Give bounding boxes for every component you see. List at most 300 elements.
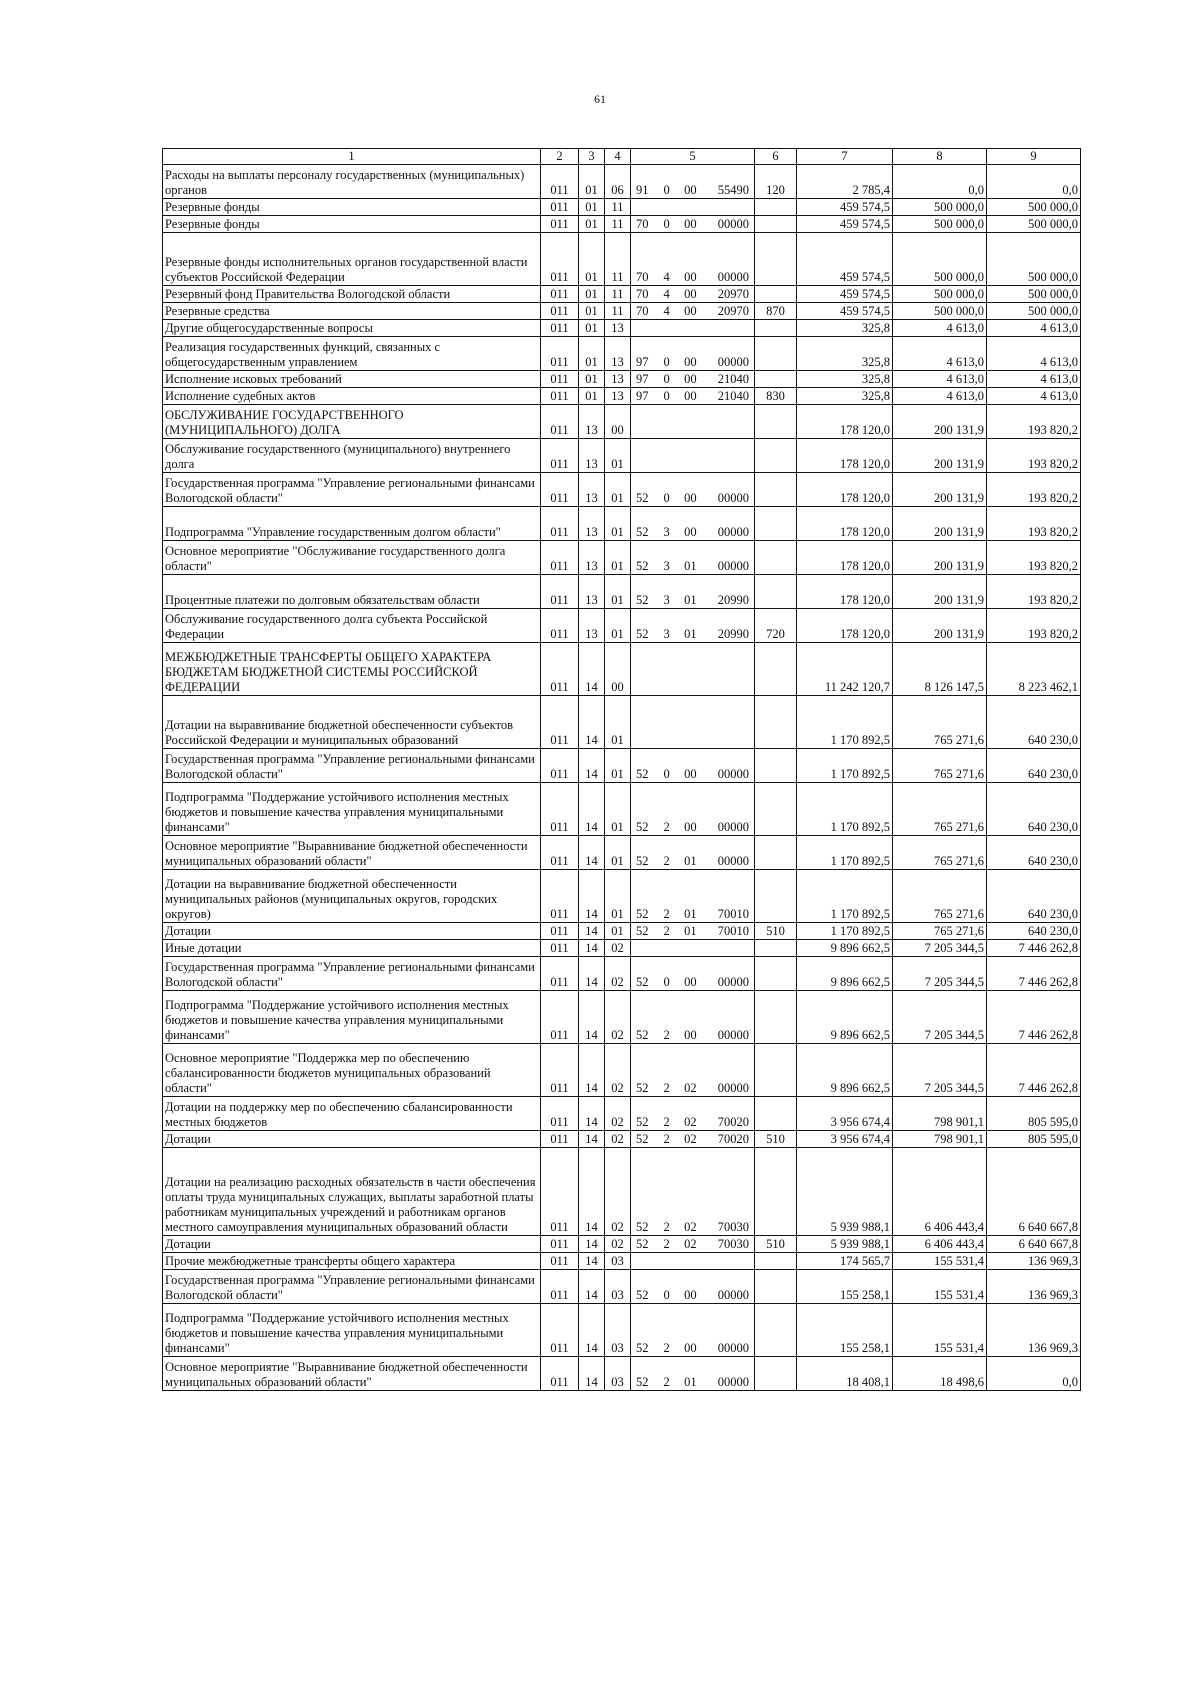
target-article-part: 52: [636, 627, 649, 641]
target-article-part: 00: [684, 183, 697, 197]
row-amount-col8: 765 271,6: [893, 696, 987, 749]
row-section-code: 13: [579, 507, 605, 541]
row-amount-col7: 5 939 988,1: [797, 1148, 893, 1236]
row-ministry-code: 011: [541, 541, 579, 575]
row-amount-col9: 6 640 667,8: [987, 1148, 1081, 1236]
table-row: [163, 320, 1081, 337]
row-subsection-code: 11: [605, 216, 631, 233]
row-amount-col9: 6 640 667,8: [987, 1236, 1081, 1253]
target-article-part: 00: [684, 372, 697, 386]
target-article-part: 00: [684, 1288, 697, 1302]
row-target-article: [631, 388, 755, 405]
row-amount-col8: 798 901,1: [893, 1131, 987, 1148]
row-section-code: 14: [579, 1097, 605, 1131]
row-amount-col9: 500 000,0: [987, 199, 1081, 216]
row-expense-type: [755, 320, 797, 337]
budget-table-body: [163, 149, 1081, 1391]
target-article-part: 52: [636, 1288, 649, 1302]
row-target-article: [631, 643, 755, 696]
row-expense-type: [755, 233, 797, 286]
row-subsection-code: 03: [605, 1357, 631, 1391]
row-amount-col8: 500 000,0: [893, 286, 987, 303]
row-section-code: 14: [579, 643, 605, 696]
row-ministry-code: 011: [541, 1270, 579, 1304]
row-amount-col8: 765 271,6: [893, 836, 987, 870]
row-section-code: 13: [579, 405, 605, 439]
target-article-part: 52: [636, 1375, 649, 1389]
row-subsection-code: 02: [605, 991, 631, 1044]
row-amount-col9: 0,0: [987, 165, 1081, 199]
row-expense-type: [755, 1253, 797, 1270]
table-row: [163, 199, 1081, 216]
target-article-part: 52: [636, 593, 649, 607]
row-expense-type: [755, 1304, 797, 1357]
row-section-code: 13: [579, 609, 605, 643]
target-article-part: 00: [684, 767, 697, 781]
target-article-part: 52: [636, 525, 649, 539]
row-amount-col9: 805 595,0: [987, 1097, 1081, 1131]
row-name: Дотации: [163, 923, 541, 940]
row-target-article: [631, 749, 755, 783]
target-article-parts: [633, 854, 752, 869]
row-amount-col7: 178 120,0: [797, 507, 893, 541]
target-article-part: 00000: [717, 525, 749, 539]
table-row: [163, 1097, 1081, 1131]
row-expense-type: [755, 836, 797, 870]
row-name: Резервные средства: [163, 303, 541, 320]
target-article-parts: [633, 975, 752, 990]
target-article-part: 2: [663, 1220, 670, 1234]
target-article-part: 02: [684, 1081, 697, 1095]
row-name: Подпрограмма "Поддержание устойчивого исполнения местных бюджетов и повышение качества управления муниципальными финансами": [163, 783, 541, 836]
row-name: Иные дотации: [163, 940, 541, 957]
target-article-part: 20990: [717, 627, 749, 641]
row-amount-col7: 1 170 892,5: [797, 696, 893, 749]
target-article-part: 2: [663, 1081, 670, 1095]
row-target-article: [631, 783, 755, 836]
row-amount-col8: 7 205 344,5: [893, 940, 987, 957]
row-ministry-code: 011: [541, 216, 579, 233]
row-amount-col8: 200 131,9: [893, 507, 987, 541]
header-cell: 5: [631, 149, 755, 165]
target-article-parts: [633, 217, 752, 232]
row-expense-type: [755, 216, 797, 233]
header-cell: 7: [797, 149, 893, 165]
row-ministry-code: 011: [541, 439, 579, 473]
row-amount-col8: 155 531,4: [893, 1253, 987, 1270]
row-subsection-code: 02: [605, 1236, 631, 1253]
row-target-article: [631, 1357, 755, 1391]
target-article-part: 21040: [717, 389, 749, 403]
row-name: Дотации на реализацию расходных обязательств в части обеспечения оплаты труда муниципальных служащих, выплаты заработной платы работникам муниципальных учреждений и работникам органов местного самоуправления муниципальных образований области: [163, 1148, 541, 1236]
target-article-parts: [633, 1220, 752, 1235]
target-article-part: 2: [663, 924, 670, 938]
target-article-part: 70: [636, 270, 649, 284]
row-amount-col8: 765 271,6: [893, 923, 987, 940]
row-section-code: 14: [579, 836, 605, 870]
row-amount-col8: 200 131,9: [893, 575, 987, 609]
row-section-code: 14: [579, 1044, 605, 1097]
row-amount-col8: 798 901,1: [893, 1097, 987, 1131]
row-section-code: 01: [579, 320, 605, 337]
row-expense-type: [755, 405, 797, 439]
row-target-article: [631, 405, 755, 439]
row-expense-type: [755, 991, 797, 1044]
row-target-article: [631, 233, 755, 286]
target-article-part: 02: [684, 1115, 697, 1129]
table-row: [163, 940, 1081, 957]
row-name: Государственная программа "Управление региональными финансами Вологодской области": [163, 957, 541, 991]
row-amount-col7: 3 956 674,4: [797, 1131, 893, 1148]
row-target-article: [631, 836, 755, 870]
header-cell: 9: [987, 149, 1081, 165]
row-subsection-code: 03: [605, 1253, 631, 1270]
row-section-code: 14: [579, 1131, 605, 1148]
row-name: Подпрограмма "Поддержание устойчивого исполнения местных бюджетов и повышение качества управления муниципальными финансами": [163, 991, 541, 1044]
row-expense-type: [755, 473, 797, 507]
target-article-parts: [633, 304, 752, 319]
row-expense-type: [755, 643, 797, 696]
row-name: Резервный фонд Правительства Вологодской области: [163, 286, 541, 303]
row-section-code: 14: [579, 940, 605, 957]
row-amount-col7: 325,8: [797, 337, 893, 371]
row-amount-col7: 178 120,0: [797, 541, 893, 575]
table-row: [163, 991, 1081, 1044]
row-ministry-code: 011: [541, 507, 579, 541]
table-row: [163, 286, 1081, 303]
row-amount-col9: 193 820,2: [987, 609, 1081, 643]
target-article-parts: [633, 593, 752, 608]
row-amount-col9: 500 000,0: [987, 233, 1081, 286]
row-section-code: 14: [579, 1148, 605, 1236]
target-article-part: 00: [684, 491, 697, 505]
row-target-article: [631, 507, 755, 541]
row-section-code: 01: [579, 199, 605, 216]
row-section-code: 13: [579, 439, 605, 473]
row-expense-type: 870: [755, 303, 797, 320]
row-expense-type: [755, 870, 797, 923]
target-article-part: 00000: [717, 1028, 749, 1042]
row-name: Основное мероприятие "Обслуживание государственного долга области": [163, 541, 541, 575]
row-ministry-code: 011: [541, 1044, 579, 1097]
row-amount-col7: 2 785,4: [797, 165, 893, 199]
row-ministry-code: 011: [541, 233, 579, 286]
row-name: Дотации: [163, 1131, 541, 1148]
table-row: [163, 1253, 1081, 1270]
target-article-parts: [633, 491, 752, 506]
row-ministry-code: 011: [541, 1253, 579, 1270]
row-amount-col9: 8 223 462,1: [987, 643, 1081, 696]
target-article-part: 52: [636, 820, 649, 834]
table-row: [163, 923, 1081, 940]
row-amount-col8: 4 613,0: [893, 320, 987, 337]
target-article-parts: [633, 627, 752, 642]
row-amount-col8: 200 131,9: [893, 473, 987, 507]
table-row: [163, 388, 1081, 405]
row-amount-col9: 805 595,0: [987, 1131, 1081, 1148]
target-article-part: 2: [663, 820, 670, 834]
row-amount-col8: 200 131,9: [893, 609, 987, 643]
row-subsection-code: 01: [605, 439, 631, 473]
row-name: Расходы на выплаты персоналу государственных (муниципальных) органов: [163, 165, 541, 199]
target-article-part: 3: [663, 559, 670, 573]
target-article-parts: [633, 525, 752, 540]
row-name: Процентные платежи по долговым обязательствам области: [163, 575, 541, 609]
row-ministry-code: 011: [541, 1148, 579, 1236]
row-amount-col9: 4 613,0: [987, 371, 1081, 388]
target-article-part: 2: [663, 1341, 670, 1355]
row-expense-type: [755, 1044, 797, 1097]
target-article-part: 2: [663, 1132, 670, 1146]
row-amount-col7: 178 120,0: [797, 405, 893, 439]
target-article-part: 97: [636, 389, 649, 403]
row-amount-col8: 765 271,6: [893, 783, 987, 836]
row-name: Дотации на выравнивание бюджетной обеспеченности муниципальных районов (муниципальных округов, городских округов): [163, 870, 541, 923]
row-amount-col9: 193 820,2: [987, 507, 1081, 541]
row-subsection-code: 11: [605, 233, 631, 286]
row-name: Прочие межбюджетные трансферты общего характера: [163, 1253, 541, 1270]
row-target-article: [631, 439, 755, 473]
target-article-part: 2: [663, 1375, 670, 1389]
row-ministry-code: 011: [541, 1236, 579, 1253]
row-amount-col8: 200 131,9: [893, 541, 987, 575]
row-amount-col9: 136 969,3: [987, 1253, 1081, 1270]
target-article-part: 20990: [717, 593, 749, 607]
row-section-code: 01: [579, 216, 605, 233]
row-subsection-code: 02: [605, 1148, 631, 1236]
table-row: [163, 233, 1081, 286]
row-expense-type: [755, 371, 797, 388]
row-subsection-code: 00: [605, 405, 631, 439]
row-name: Подпрограмма "Поддержание устойчивого исполнения местных бюджетов и повышение качества управления муниципальными финансами": [163, 1304, 541, 1357]
target-article-part: 20970: [717, 304, 749, 318]
row-section-code: 01: [579, 286, 605, 303]
row-target-article: [631, 1044, 755, 1097]
table-row: [163, 1131, 1081, 1148]
target-article-part: 4: [663, 304, 670, 318]
row-subsection-code: 02: [605, 940, 631, 957]
table-row: [163, 870, 1081, 923]
row-subsection-code: 13: [605, 388, 631, 405]
row-amount-col9: 7 446 262,8: [987, 1044, 1081, 1097]
row-name: Дотации на поддержку мер по обеспечению сбалансированности местных бюджетов: [163, 1097, 541, 1131]
row-section-code: 14: [579, 1270, 605, 1304]
row-amount-col9: 640 230,0: [987, 870, 1081, 923]
row-amount-col8: 7 205 344,5: [893, 1044, 987, 1097]
row-subsection-code: 01: [605, 507, 631, 541]
target-article-part: 2: [663, 907, 670, 921]
target-article-part: 00000: [717, 767, 749, 781]
page-number: 61: [594, 92, 606, 106]
row-expense-type: [755, 337, 797, 371]
row-expense-type: [755, 783, 797, 836]
row-amount-col7: 155 258,1: [797, 1304, 893, 1357]
row-name: Основное мероприятие "Выравнивание бюджетной обеспеченности муниципальных образований области": [163, 836, 541, 870]
row-amount-col8: 4 613,0: [893, 337, 987, 371]
target-article-part: 01: [684, 854, 697, 868]
table-row: [163, 836, 1081, 870]
target-article-parts: [633, 287, 752, 302]
target-article-part: 52: [636, 491, 649, 505]
row-subsection-code: 01: [605, 870, 631, 923]
row-target-article: [631, 870, 755, 923]
row-ministry-code: 011: [541, 575, 579, 609]
target-article-part: 70: [636, 287, 649, 301]
target-article-part: 02: [684, 1237, 697, 1251]
row-expense-type: [755, 439, 797, 473]
target-article-part: 21040: [717, 372, 749, 386]
target-article-part: 00000: [717, 491, 749, 505]
target-article-part: 0: [663, 1288, 670, 1302]
header-cell: 6: [755, 149, 797, 165]
table-row: [163, 643, 1081, 696]
target-article-part: 00000: [717, 217, 749, 231]
row-ministry-code: 011: [541, 991, 579, 1044]
row-amount-col9: 4 613,0: [987, 337, 1081, 371]
table-row: [163, 696, 1081, 749]
target-article-part: 52: [636, 975, 649, 989]
row-name: Государственная программа "Управление региональными финансами Вологодской области": [163, 1270, 541, 1304]
row-name: Резервные фонды: [163, 199, 541, 216]
row-amount-col7: 178 120,0: [797, 473, 893, 507]
target-article-parts: [633, 372, 752, 387]
row-ministry-code: 011: [541, 696, 579, 749]
row-ministry-code: 011: [541, 870, 579, 923]
row-expense-type: [755, 957, 797, 991]
row-name: Другие общегосударственные вопросы: [163, 320, 541, 337]
row-amount-col7: 178 120,0: [797, 575, 893, 609]
target-article-parts: [633, 355, 752, 370]
row-amount-col8: 155 531,4: [893, 1304, 987, 1357]
target-article-part: 52: [636, 1341, 649, 1355]
row-name: Резервные фонды исполнительных органов государственной власти субъектов Российской Федерации: [163, 233, 541, 286]
row-ministry-code: 011: [541, 1131, 579, 1148]
row-subsection-code: 01: [605, 696, 631, 749]
row-name: Государственная программа "Управление региональными финансами Вологодской области": [163, 749, 541, 783]
row-ministry-code: 011: [541, 405, 579, 439]
target-article-part: 00: [684, 1028, 697, 1042]
target-article-part: 00000: [717, 1288, 749, 1302]
row-subsection-code: 01: [605, 836, 631, 870]
row-ministry-code: 011: [541, 957, 579, 991]
target-article-part: 3: [663, 593, 670, 607]
row-section-code: 14: [579, 923, 605, 940]
target-article-part: 55490: [717, 183, 749, 197]
target-article-part: 00: [684, 355, 697, 369]
target-article-parts: [633, 1237, 752, 1252]
target-article-part: 20970: [717, 287, 749, 301]
row-expense-type: [755, 940, 797, 957]
row-amount-col9: 4 613,0: [987, 388, 1081, 405]
row-ministry-code: 011: [541, 923, 579, 940]
row-amount-col8: 500 000,0: [893, 199, 987, 216]
row-subsection-code: 13: [605, 337, 631, 371]
row-amount-col8: 18 498,6: [893, 1357, 987, 1391]
target-article-part: 00: [684, 304, 697, 318]
row-target-article: [631, 1304, 755, 1357]
row-amount-col8: 8 126 147,5: [893, 643, 987, 696]
row-section-code: 14: [579, 1236, 605, 1253]
target-article-part: 0: [663, 355, 670, 369]
row-name: Обслуживание государственного (муниципального) внутреннего долга: [163, 439, 541, 473]
table-row: [163, 609, 1081, 643]
row-expense-type: 720: [755, 609, 797, 643]
row-amount-col7: 1 170 892,5: [797, 749, 893, 783]
row-ministry-code: 011: [541, 749, 579, 783]
row-ministry-code: 011: [541, 609, 579, 643]
row-section-code: 01: [579, 165, 605, 199]
row-expense-type: [755, 1097, 797, 1131]
row-amount-col9: 136 969,3: [987, 1270, 1081, 1304]
target-article-parts: [633, 820, 752, 835]
row-name: Основное мероприятие "Выравнивание бюджетной обеспеченности муниципальных образований области": [163, 1357, 541, 1391]
table-row: [163, 165, 1081, 199]
target-article-part: 01: [684, 627, 697, 641]
target-article-part: 70020: [717, 1132, 749, 1146]
target-article-part: 70010: [717, 924, 749, 938]
row-subsection-code: 06: [605, 165, 631, 199]
target-article-part: 52: [636, 1220, 649, 1234]
target-article-part: 3: [663, 627, 670, 641]
target-article-part: 0: [663, 767, 670, 781]
target-article-part: 4: [663, 287, 670, 301]
row-target-article: [631, 286, 755, 303]
row-amount-col7: 1 170 892,5: [797, 836, 893, 870]
table-row: [163, 507, 1081, 541]
target-article-part: 0: [663, 217, 670, 231]
target-article-part: 00: [684, 217, 697, 231]
target-article-parts: [633, 1132, 752, 1147]
header-cell: 8: [893, 149, 987, 165]
target-article-part: 70030: [717, 1220, 749, 1234]
row-amount-col9: 136 969,3: [987, 1304, 1081, 1357]
target-article-parts: [633, 924, 752, 939]
table-row: [163, 1044, 1081, 1097]
row-amount-col9: 640 230,0: [987, 696, 1081, 749]
target-article-part: 01: [684, 1375, 697, 1389]
row-section-code: 01: [579, 388, 605, 405]
row-amount-col8: 200 131,9: [893, 405, 987, 439]
row-ministry-code: 011: [541, 1357, 579, 1391]
row-amount-col9: 7 446 262,8: [987, 991, 1081, 1044]
row-target-article: [631, 1131, 755, 1148]
target-article-part: 52: [636, 1028, 649, 1042]
row-amount-col9: 4 613,0: [987, 320, 1081, 337]
row-expense-type: [755, 286, 797, 303]
row-subsection-code: 02: [605, 1131, 631, 1148]
row-amount-col8: 7 205 344,5: [893, 957, 987, 991]
table-row: [163, 371, 1081, 388]
row-amount-col9: 193 820,2: [987, 541, 1081, 575]
row-ministry-code: 011: [541, 1097, 579, 1131]
row-amount-col8: 155 531,4: [893, 1270, 987, 1304]
target-article-part: 00: [684, 1341, 697, 1355]
target-article-part: 01: [684, 593, 697, 607]
target-article-part: 00: [684, 287, 697, 301]
row-target-article: [631, 1097, 755, 1131]
row-name: Подпрограмма "Управление государственным долгом области": [163, 507, 541, 541]
target-article-part: 52: [636, 1081, 649, 1095]
row-expense-type: [755, 1148, 797, 1236]
row-amount-col8: 4 613,0: [893, 388, 987, 405]
row-target-article: [631, 473, 755, 507]
table-row: [163, 473, 1081, 507]
row-amount-col9: 193 820,2: [987, 439, 1081, 473]
row-amount-col7: 3 956 674,4: [797, 1097, 893, 1131]
row-amount-col7: 174 565,7: [797, 1253, 893, 1270]
target-article-part: 3: [663, 525, 670, 539]
target-article-part: 70030: [717, 1237, 749, 1251]
